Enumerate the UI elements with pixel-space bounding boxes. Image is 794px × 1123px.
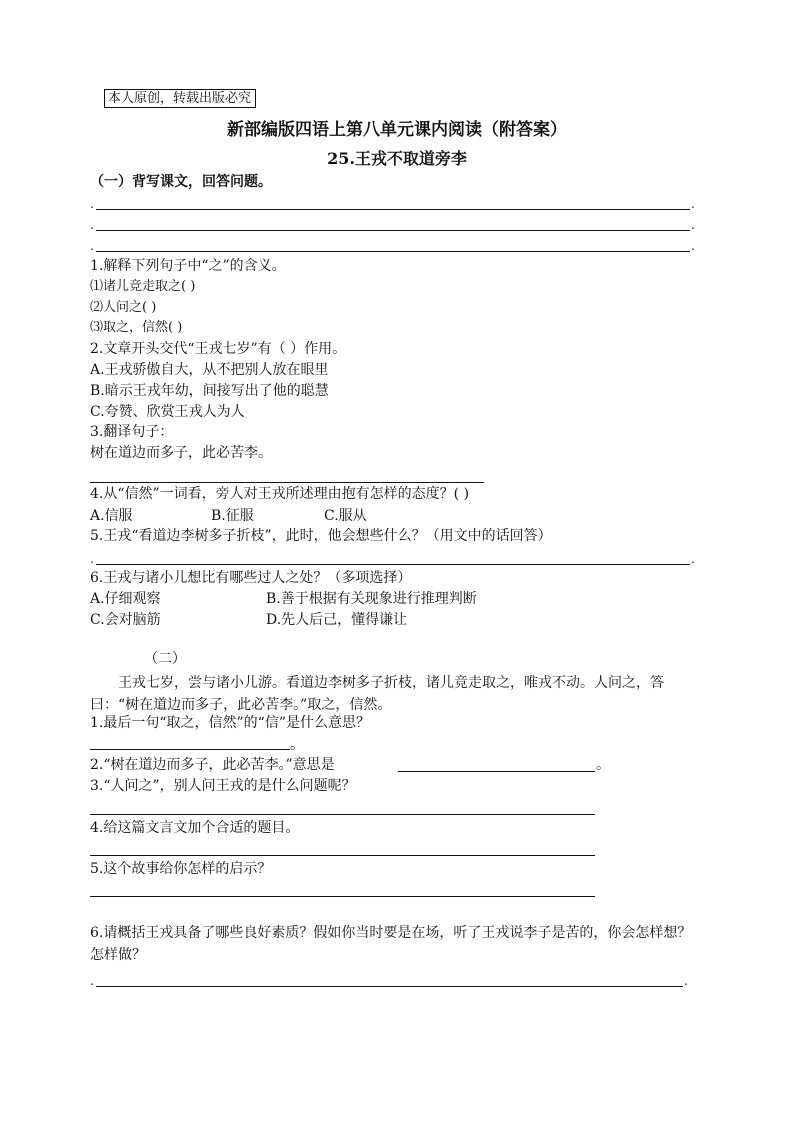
section2-heading: （二）	[144, 651, 186, 667]
answer-line[interactable]	[96, 564, 690, 565]
section2-question-3: 3.“人问之”，别人问王戎的是什么问题呢？	[90, 778, 356, 794]
answer-line[interactable]	[90, 855, 595, 856]
answer-line-2[interactable]	[96, 230, 690, 231]
answer-line[interactable]	[90, 482, 484, 483]
blank-mark: .	[90, 974, 94, 988]
question-5-prompt: 5.王戎“看道边李树多子折枝”，此时，他会想些什么？（用文中的话回答）	[90, 528, 552, 544]
blank-mark: .	[684, 974, 688, 988]
blank-mark: .	[691, 197, 695, 211]
option-b: B.暗示王戎年幼，间接写出了他的聪慧	[90, 383, 329, 399]
period-mark: 。	[596, 757, 610, 773]
question-1-prompt: 1.解释下列句子中“之”的含义。	[90, 258, 286, 274]
option-a: A.仔细观察	[90, 591, 161, 607]
option-b: B.征服	[211, 508, 254, 524]
section2-question-4: 4.给这篇文言文加个合适的题目。	[90, 820, 300, 836]
blank-mark: .	[691, 218, 695, 232]
option-a: A.信服	[90, 508, 133, 524]
answer-line[interactable]	[90, 749, 290, 750]
section2-question-6: 6.请概括王戎具备了哪些良好素质？假如你当时要是在场，听了王戎说李子是苦的，你会怎样想？怎样做？	[90, 925, 692, 963]
answer-line[interactable]	[96, 986, 683, 987]
blank-mark: .	[90, 552, 94, 566]
blank-mark: .	[90, 197, 94, 211]
option-c: C.会对脑筋	[90, 612, 161, 628]
copyright-stamp: 本人原创，转载出版必究	[104, 89, 256, 108]
question-3-prompt: 3.翻译句子：	[90, 424, 174, 440]
document-title: 新部编版四语上第八单元课内阅读（附答案）	[227, 120, 567, 140]
section1-heading: （一）背写课文，回答问题。	[90, 174, 272, 190]
answer-line[interactable]	[398, 771, 595, 772]
classical-passage: 王戎七岁，尝与诸小儿游。看道边李树多子折枝，诸儿竞走取之，唯戎不动。人问之，答曰：“树在道边而多子，此必苦李。”取之，信然。	[90, 675, 664, 713]
blank-mark: .	[691, 552, 695, 566]
option-c: C.夸赞、欣赏王戎人为人	[90, 404, 245, 420]
answer-line[interactable]	[90, 814, 595, 815]
question-6-prompt: 6.王戎与诸小儿想比有哪些过人之处？（多项选择）	[90, 570, 412, 586]
section2-question-5: 5.这个故事给你怎样的启示？	[90, 861, 272, 877]
question-1-item: ⑴诸儿竞走取之( )	[90, 279, 196, 294]
option-b: B.善于根据有关现象进行推理判断	[266, 591, 477, 607]
blank-mark: .	[90, 239, 94, 253]
answer-line-3[interactable]	[96, 251, 690, 252]
answer-line[interactable]	[90, 896, 595, 897]
question-1-item: ⑶取之，信然( )	[90, 320, 183, 335]
option-d: D.先人后己，懂得谦让	[266, 612, 408, 628]
question-2-prompt: 2.文章开头交代“王戎七岁”有（ ）作用。	[90, 341, 347, 357]
question-4-prompt: 4.从“信然”一词看，旁人对王戎所述理由抱有怎样的态度？( )	[90, 486, 470, 502]
lesson-title: 25.王戎不取道旁李	[327, 149, 467, 168]
section2-question-1: 1.最后一句“取之，信然”的“信”是什么意思？	[90, 715, 370, 731]
question-3-sentence: 树在道边而多子，此必苦李。	[90, 445, 272, 461]
option-c: C.服从	[324, 508, 367, 524]
question-1-item: ⑵人问之( )	[90, 300, 157, 315]
blank-mark: .	[691, 239, 695, 253]
blank-mark: .	[90, 218, 94, 232]
answer-line-1[interactable]	[96, 209, 690, 210]
period-mark: 。	[290, 737, 304, 753]
option-a: A.王戎骄傲自大，从不把别人放在眼里	[90, 362, 329, 378]
section2-question-2: 2.“树在道边而多子，此必苦李。”意思是	[90, 757, 335, 773]
